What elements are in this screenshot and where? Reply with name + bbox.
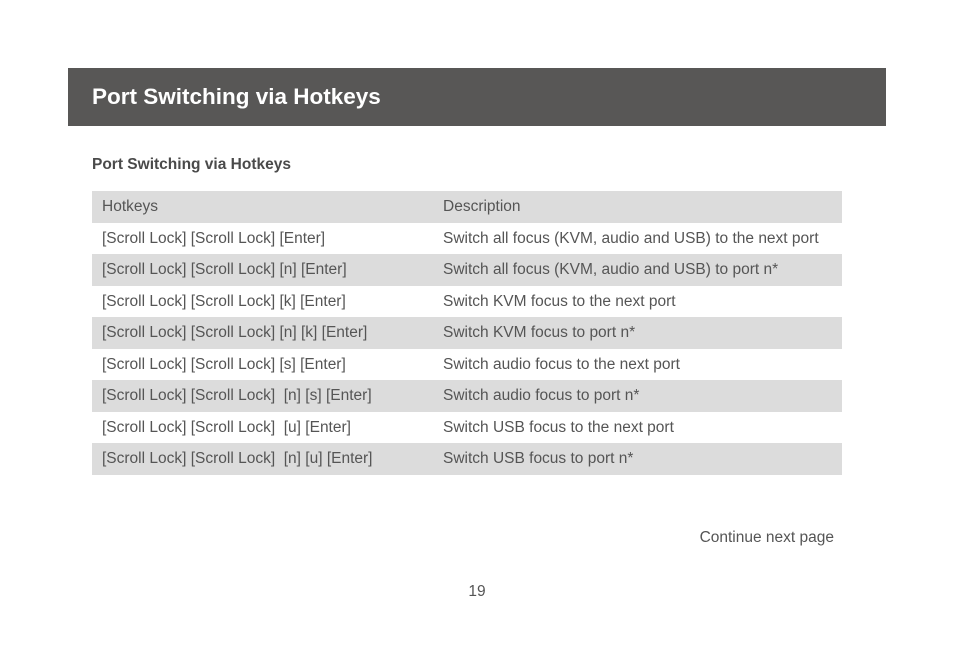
description-cell: Switch audio focus to the next port xyxy=(443,355,680,373)
description-cell: Switch KVM focus to the next port xyxy=(443,292,676,310)
description-cell: Switch audio focus to port n* xyxy=(443,387,640,404)
section-title: Port Switching via Hotkeys xyxy=(92,156,291,173)
header-band xyxy=(68,68,886,126)
table-row xyxy=(92,349,842,381)
description-cell: Switch all focus (KVM, audio and USB) to port n* xyxy=(443,261,779,278)
hotkey-cell: [Scroll Lock] [Scroll Lock] [n] [Enter] xyxy=(102,261,347,278)
hotkey-cell: [Scroll Lock] [Scroll Lock] [Enter] xyxy=(102,229,326,247)
table-header-row xyxy=(92,191,842,223)
hotkey-table xyxy=(92,191,842,475)
hotkey-cell: [Scroll Lock] [Scroll Lock] [n] [s] [Enter] xyxy=(102,387,372,404)
table-row xyxy=(92,412,842,444)
hotkey-cell: [Scroll Lock] [Scroll Lock] [n] [k] [Enter] xyxy=(102,324,368,341)
description-cell: Switch USB focus to the next port xyxy=(443,418,674,436)
table-row xyxy=(92,223,842,255)
hotkey-cell: [Scroll Lock] [Scroll Lock] [u] [Enter] xyxy=(102,418,351,436)
description-cell: Switch USB focus to port n* xyxy=(443,450,634,467)
description-cell: Switch all focus (KVM, audio and USB) to the next port xyxy=(443,229,819,247)
description-cell: Switch KVM focus to port n* xyxy=(443,324,636,341)
column-header-hotkeys: Hotkeys xyxy=(102,198,158,215)
table-row xyxy=(92,317,842,349)
table-row xyxy=(92,443,842,475)
column-header-description: Description xyxy=(443,198,521,215)
hotkey-cell: [Scroll Lock] [Scroll Lock] [s] [Enter] xyxy=(102,355,346,373)
table-row xyxy=(92,380,842,412)
hotkey-cell: [Scroll Lock] [Scroll Lock] [k] [Enter] xyxy=(102,292,346,310)
hotkey-cell: [Scroll Lock] [Scroll Lock] [n] [u] [Enter] xyxy=(102,450,373,467)
continue-next-page-note: Continue next page xyxy=(699,529,834,546)
page-number: 19 xyxy=(468,583,486,600)
table-row xyxy=(92,286,842,318)
table-row xyxy=(92,254,842,286)
page-title: Port Switching via Hotkeys xyxy=(92,84,381,109)
